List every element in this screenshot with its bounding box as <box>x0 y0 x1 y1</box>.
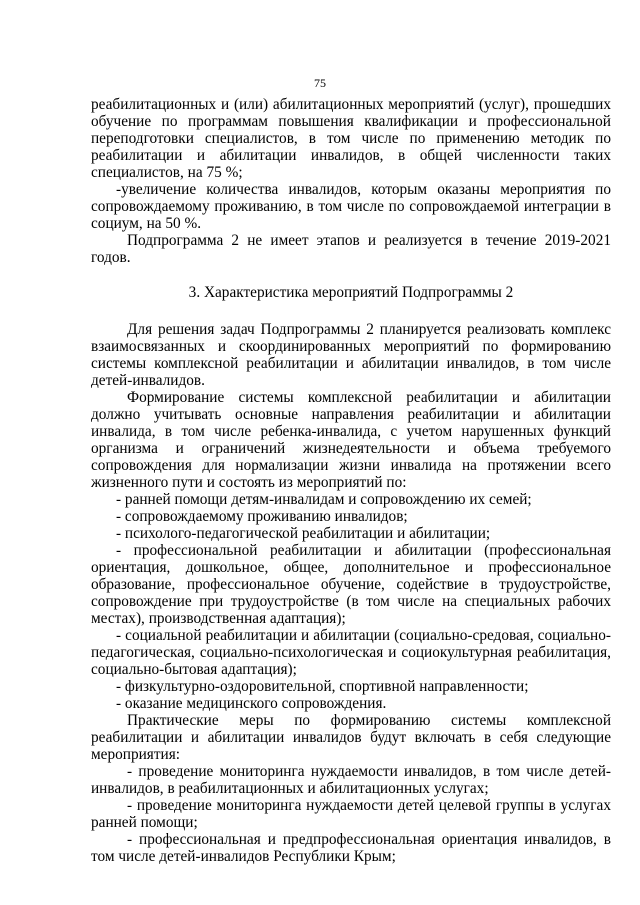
paragraph-intro: Для решения задач Подпрограммы 2 планируется реализовать комплекс взаимосвязанных и скоординированных мероприятий по формированию системы комплексной реабилитации и абилитации инвалидов, в том числе детей-инвалидов. <box>91 321 611 389</box>
paragraph-formation: Формирование системы комплексной реабилитации и абилитации должно учитывать основные направления реабилитации и абилитации инвалида, в том числе ребенка-инвалида, с учетом нарушенных функций организма и ограничений жизнедеятельности и объема требуемого сопровождения для нормализации жизни инвалида на протяжении всего жизненного пути и состоять из мероприятий по: <box>91 389 611 491</box>
page-number: 75 <box>314 76 326 90</box>
list-item: - профессиональной реабилитации и абилитации (профессиональная ориентация, дошкольное, общее, дополнительное и профессиональное образование, профессиональное обучение, содействие в трудоустройстве, сопровождение при трудоустройстве (в том числе на специальных рабочих местах), производственная адаптация); <box>91 542 611 627</box>
paragraph-stages: Подпрограмма 2 не имеет этапов и реализуется в течение 2019-2021 годов. <box>91 232 611 266</box>
list-item: - психолого-педагогической реабилитации и абилитации; <box>116 525 491 542</box>
list-item: - физкультурно-оздоровительной, спортивной направленности; <box>116 678 529 695</box>
list-item: - социальной реабилитации и абилитации (социально-средовая, социально-педагогическая, социально-психологическая и социокультурная реабилитация, социально-бытовая адаптация); <box>91 627 611 678</box>
list-item: - профессиональная и предпрофессиональная ориентация инвалидов, в том числе детей-инвалидов Республики Крым; <box>91 831 611 865</box>
list-item: - ранней помощи детям-инвалидам и сопровождению их семей; <box>116 491 532 508</box>
paragraph-continuation: реабилитационных и (или) абилитационных мероприятий (услуг), прошедших обучение по программам повышения квалификации и профессиональной переподготовки специалистов, в том числе по применению методик по реабилитации и абилитации инвалидов, в общей численности таких специалистов, на 75 %; <box>91 96 611 181</box>
section-heading: 3. Характеристика мероприятий Подпрограммы 2 <box>188 284 514 301</box>
list-item: - проведение мониторинга нуждаемости детей целевой группы в услугах ранней помощи; <box>91 797 611 831</box>
list-item: - проведение мониторинга нуждаемости инвалидов, в том числе детей-инвалидов, в реабилитационных и абилитационных услугах; <box>91 763 611 797</box>
paragraph-bullet-increase: -увеличение количества инвалидов, которым оказаны мероприятия по сопровождаемому проживанию, в том числе по сопровождаемой интеграции в социум, на 50 %. <box>91 181 611 232</box>
list-item: - оказание медицинского сопровождения. <box>116 695 387 712</box>
list-item: - сопровождаемому проживанию инвалидов; <box>116 508 408 525</box>
page-content <box>91 96 611 865</box>
paragraph-measures: Практические меры по формированию системы комплексной реабилитации и абилитации инвалидов будут включать в себя следующие мероприятия: <box>91 712 611 763</box>
